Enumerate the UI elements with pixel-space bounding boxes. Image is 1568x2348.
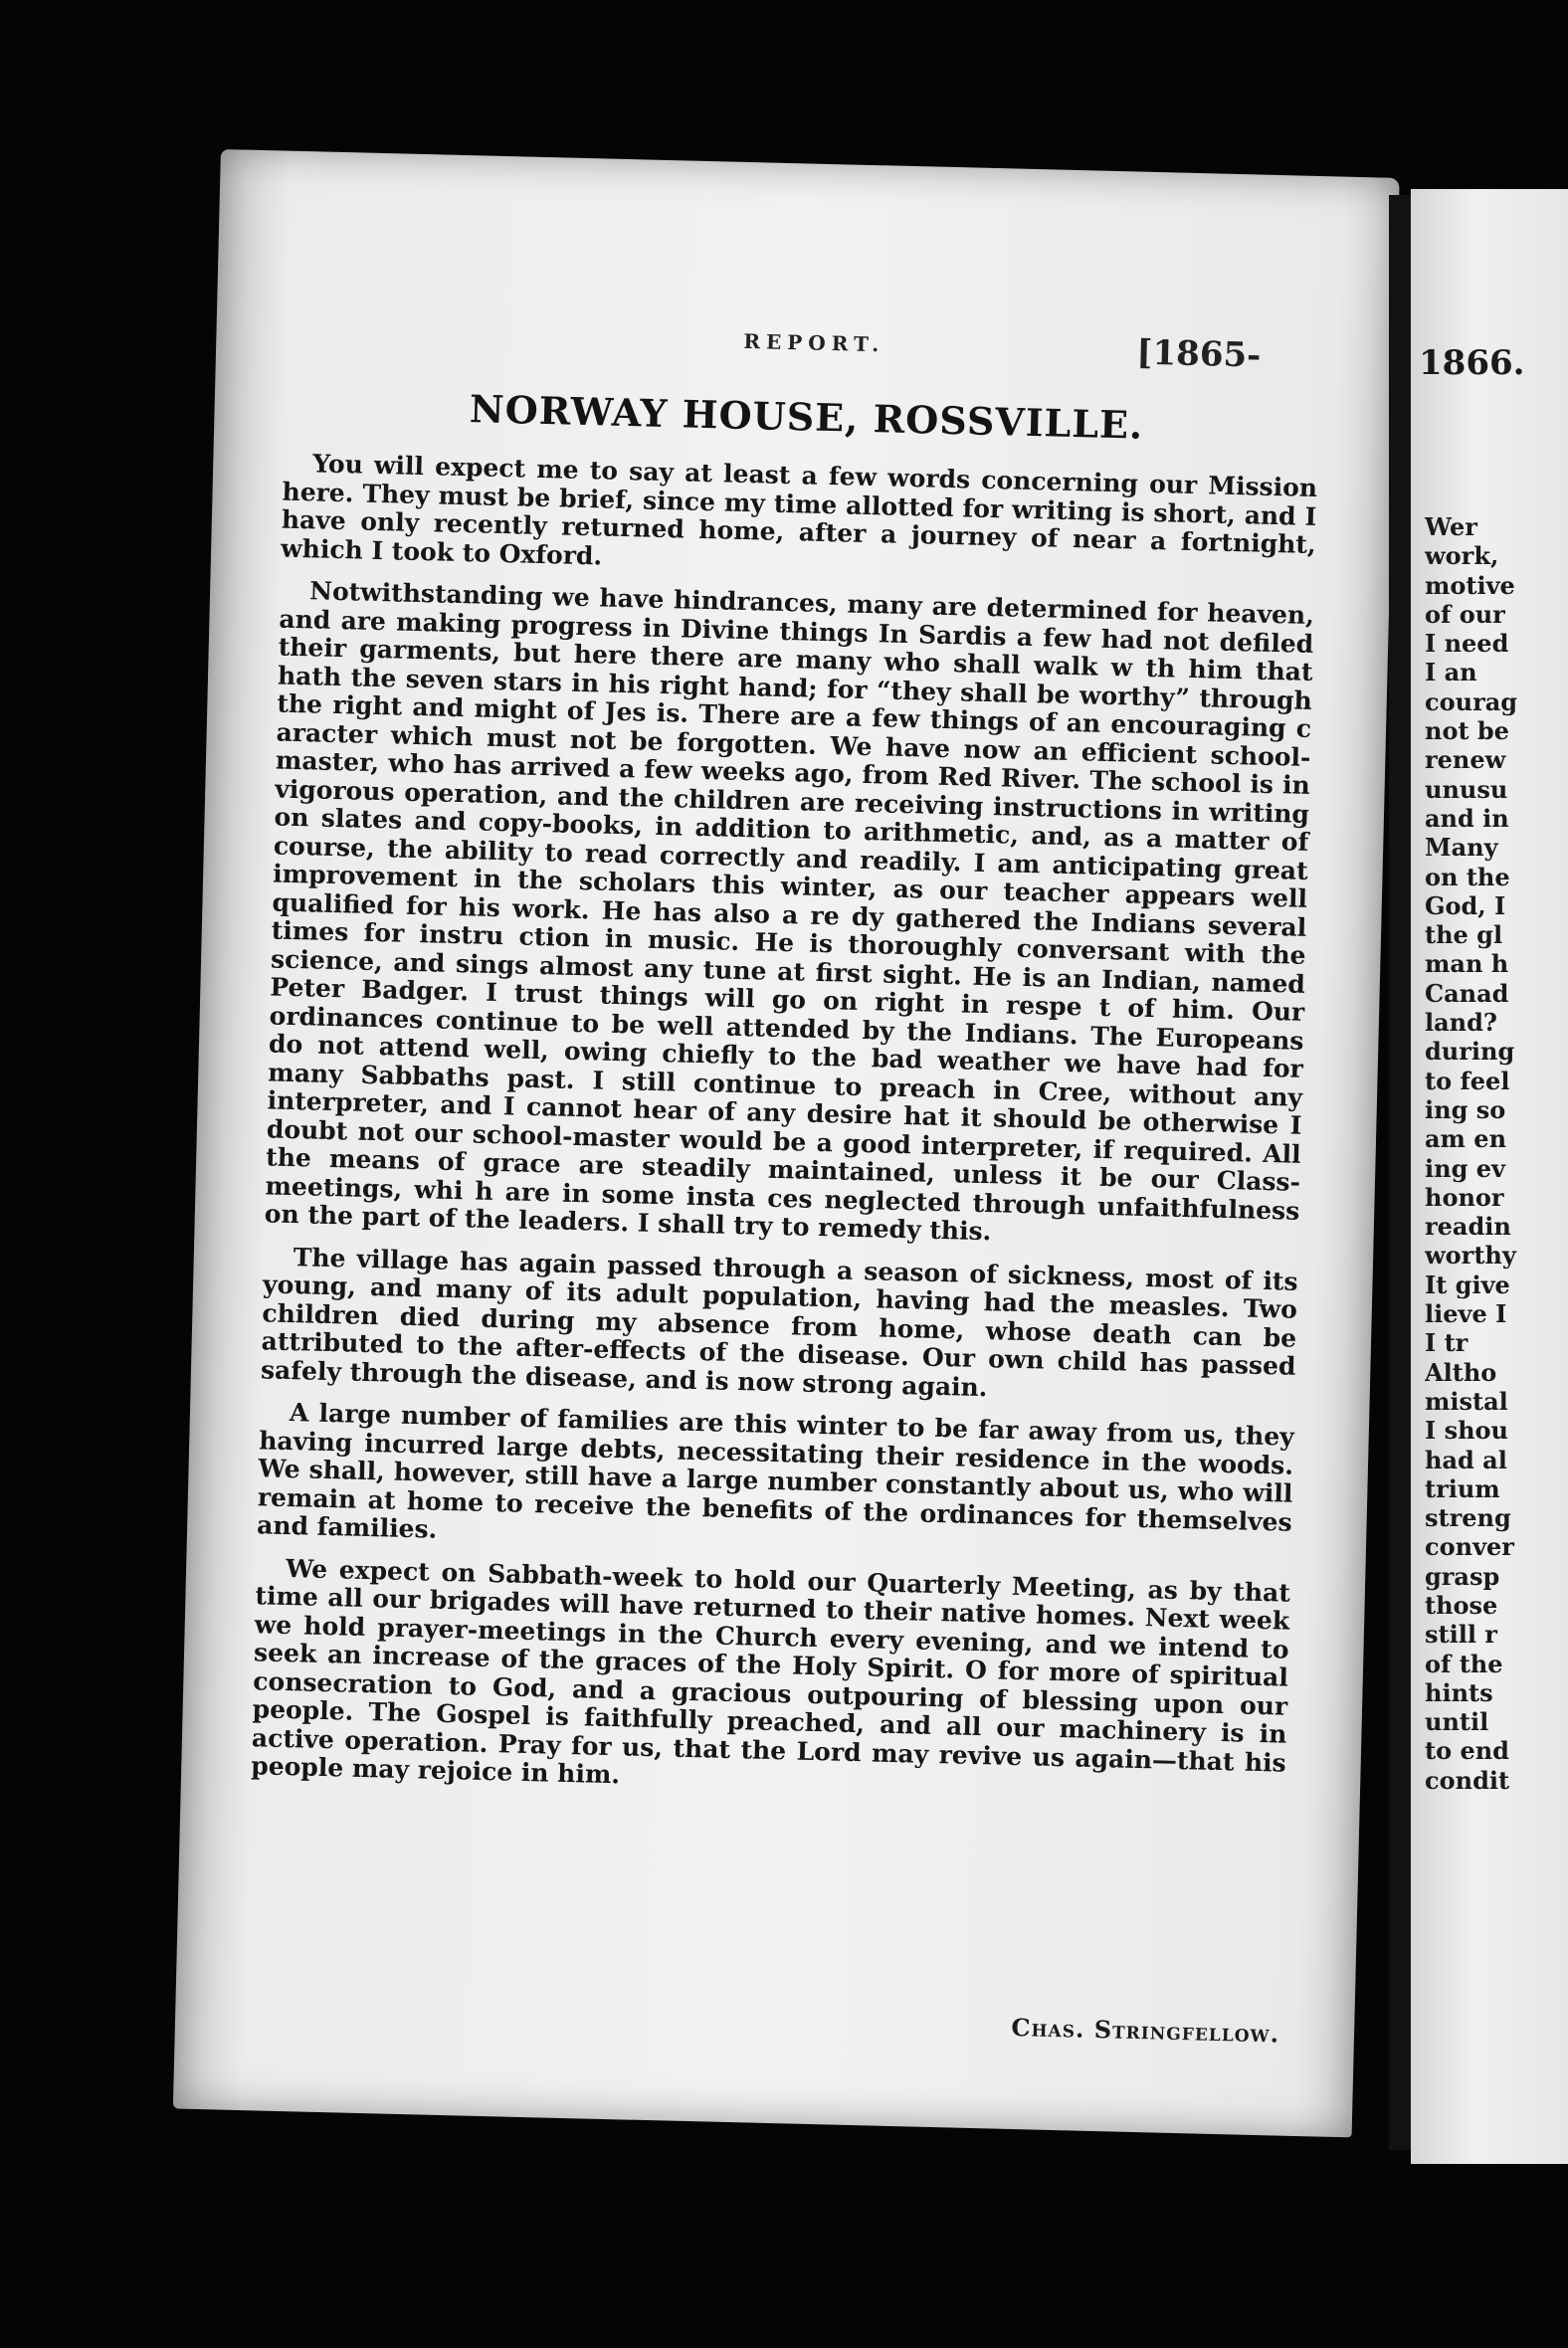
facing-page <box>1411 189 1568 2164</box>
article-body <box>251 450 1318 1821</box>
signature-text: Chas. Stringfellow. <box>1011 2012 1280 2049</box>
document-page <box>173 149 1400 2137</box>
paragraph-5: We expect on Sabbath-week to hold our Quarterly Meeting, as by that time all our brigades will have returned to their native homes. Next week we hold prayer-meetings in the Church every evening, and we intend to seek an increase of the graces of the Holy Spirit. O for more of spiritual consecration to God, and a gracious outpouring of blessing upon our people. The Gospel is faithfully preached, and all our machinery is in active operation. Pray for us, that the Lord may revive us again—that his people may rejoice in him. <box>250 1553 1291 1790</box>
book-gutter <box>1389 195 1411 2150</box>
article-title: NORWAY HOUSE, ROSSVILLE. <box>469 386 1144 448</box>
paragraph-4: A large number of families are this winter to be far away from us, they having incurred large debts, necessitating their residence in the woods. We shall, however, still have a large number constantly about us, who will remain at home to receive the benefits of the ordinances for themselves and families. <box>256 1398 1295 1544</box>
signature <box>1011 2013 1279 2049</box>
running-head <box>743 328 1262 376</box>
facing-page-text: Wer work, motive of our I need I an courag not be renew unusu and in Many on the God, I the gl man h Canad land? during to feel ing so am en ing ev honor readin worthy It give lieve I I tr Altho mistal I shou had al trium streng conver grasp those still r of the hints until to end condit <box>1425 512 1518 1795</box>
paragraph-2: Notwithstanding we have hindrances, many are determined for heaven, and are making progress in Divine things In Sardis a few had not defiled their garments, but here there are many who shall walk w th him that hath the seven stars in his right hand; for “they shall be worthy” through the right and might of Jes is. There are a few things of an encouraging c aracter which must not be forgotten. We have now an efficient school-master, who has arrived a few weeks ago, from Red River. The school is in vigorous operation, and the children are receiving instructions in writing on slates and copy-books, in addition to arithmetic, and, as a matter of course, the ability to read correctly and readily. I am anticipating great improvement in the scholars this winter, as our teacher appears well qualified for his work. He has also a re dy gathered the Indians several times for instru ction in music. He is thoroughly conversant with the science, and sings almost any tune at first sight. He is an Indian, named Peter Badger. I trust things will go on right in respe t of him. Our ordinances continue to be well attended by the Indians. The Europeans do not attend well, owing chiefly to the bad weather we have had for many Sabbaths past. I still continue to preach in Cree, without any interpreter, and I cannot hear of any desire hat it should be otherwise I doubt not our school-master would be a good interpreter, if required. All the means of grace are steadily maintained, unless it be our Class-meetings, whi h are in some insta ces neglected through unfaithfulness on the part of the leaders. I shall try to remedy this. <box>264 576 1315 1247</box>
running-head-label: REPORT. <box>743 328 885 357</box>
running-head-year: [1865- <box>1135 332 1262 376</box>
paragraph-3: The village has again passed through a season of sickness, most of its young, and many of its adult population, having had the measles. Two children died during my absence from home, whose death can be attributed to the after-effects of the disease. Our own child has passed safely through the disease, and is now strong again. <box>260 1242 1298 1402</box>
paragraph-1: You will expect me to say at least a few words concerning our Mission here. They must be brief, since my time allotted for writing is short, and I have only recently returned home, after a journey of near a fortnight, which I took to Oxford. <box>280 449 1318 570</box>
facing-page-year: 1866. <box>1419 343 1525 383</box>
